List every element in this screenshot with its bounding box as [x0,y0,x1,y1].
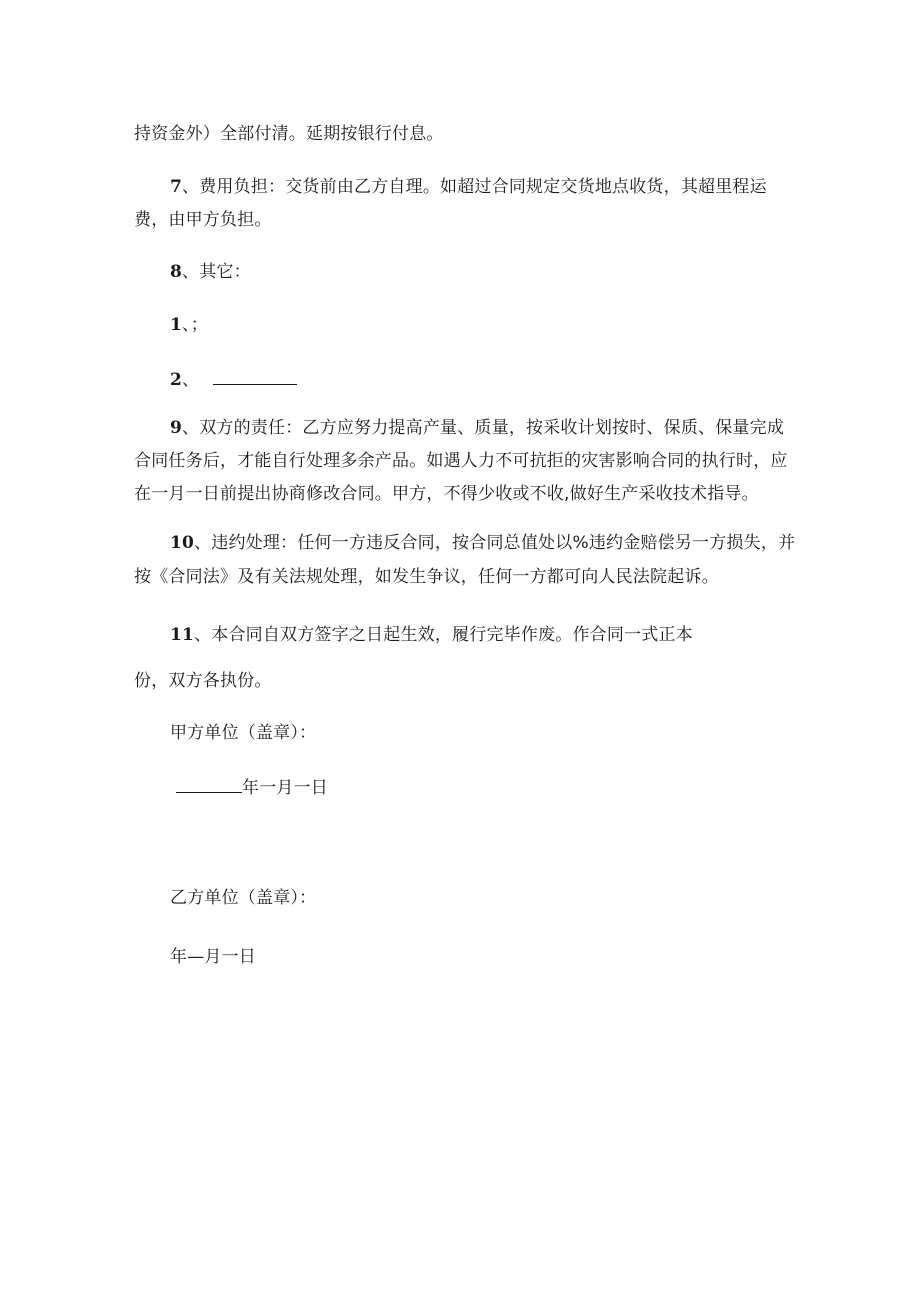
clause-11-line-1 [170,623,693,647]
clause-8-item-2-blank-line [213,366,297,385]
clause-8-item-2-number: 2 [170,370,183,390]
clause-9-number: 9 [170,418,183,438]
clause-9-line-1 [170,416,784,440]
clause-6-tail: 持资金外）全部付清。延期按银行付息。 [134,124,444,144]
clause-9-text: 、双方的责任：乙方应努力提高产量、质量，按采收计划按时、保质、保量完成 [182,418,785,438]
clause-8-item-1-number: 1 [170,315,183,335]
clause-8-heading [170,260,251,284]
party-a-date: 年一月一日 [242,778,328,798]
clause-10-text: 、违约处理：任何一方违反合同，按合同总值处以%违约金赔偿另一方损失，并 [194,533,796,553]
party-a-year-blank [176,774,242,793]
party-a-date-line [176,774,328,800]
clause-9-line-2: 合同任务后，才能自行处理多余产品。如遇人力不可抗拒的灾害影响合同的执行时，应 [134,451,788,471]
party-b-label: 乙方单位（盖章）： [170,888,317,908]
clause-8-item-2-text: 、 [182,370,200,390]
clause-8-item-2 [170,366,297,392]
clause-10-line-1 [170,531,795,555]
clause-8-item-1-text: 、； [182,315,208,335]
clause-8-item-1 [170,313,208,337]
clause-7-line-2: 费，由甲方负担。 [134,210,272,230]
clause-8-text: 、其它： [182,262,251,282]
clause-11-text: 、本合同自双方签字之日起生效，履行完毕作废。作合同一式正本 [194,625,693,645]
party-b-date: 年—月一日 [170,947,256,967]
clause-11-line-2: 份，双方各执份。 [134,671,272,691]
clause-8-number: 8 [170,262,183,282]
clause-10-number: 10 [170,533,195,553]
clause-7-number: 7 [170,177,183,197]
clause-9-line-3: 在一月一日前提出协商修改合同。甲方，不得少收或不收,做好生产采收技术指导。 [134,484,759,504]
clause-10-line-2: 按《合同法》及有关法规处理，如发生争议，任何一方都可向人民法院起诉。 [134,567,719,587]
clause-7-line-1 [170,175,767,199]
clause-11-number: 11 [170,625,195,645]
party-a-label: 甲方单位（盖章）： [170,723,317,743]
clause-7-text: 、费用负担：交货前由乙方自理。如超过合同规定交货地点收货，其超里程运 [182,177,767,197]
